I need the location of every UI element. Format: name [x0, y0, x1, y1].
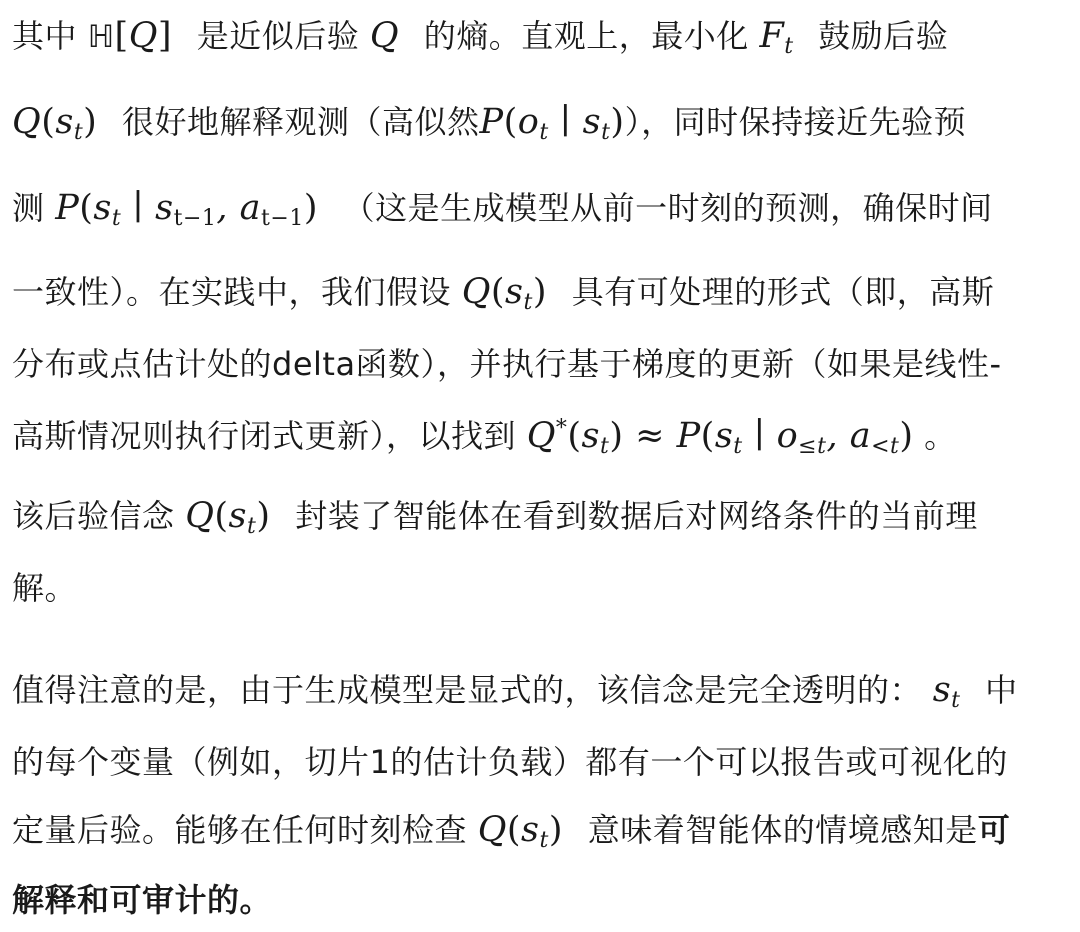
- paragraph-line: 的每个变量（例如，切片1的估计负载）都有一个可以报告或可视化的: [12, 743, 1008, 781]
- paragraph-line: [12, 870, 272, 930]
- math-entropy: ℍ[Q]: [87, 16, 173, 56]
- math-posterior: $Q(s_t)$: [477, 810, 564, 853]
- math-q: Q: [369, 16, 400, 56]
- paragraph-line: 其中 ℍ[Q] 是近似后验 Q 的熵。直观上，最小化 $F_t$ 鼓励后验: [12, 16, 949, 59]
- math-free-energy: $F_t$: [759, 16, 794, 59]
- math-posterior: $Q(s_t)$: [12, 102, 98, 145]
- math-state: $s_t$: [932, 670, 961, 713]
- math-prior: $P(s_t$ ∣ $s_{t-1}$, $a_{t-1}$): [55, 188, 318, 231]
- bold-text: 解释和可审计的。: [12, 881, 273, 919]
- paragraph-line: 该后验信念 $Q(s_t)$ 封装了智能体在看到数据后对网络条件的当前理: [12, 496, 978, 539]
- paragraph-line: 值得注意的是，由于生成模型是显式的，该信念是完全透明的： $s_t$ 中: [12, 670, 1018, 713]
- math-optimal-posterior: $Q^*(s_t) \approx P(s_t$ ∣ $o_{\le t}$, $a_{<t}$): [526, 416, 914, 459]
- math-likelihood: $P(o_t$ ∣ $s_t$): [479, 102, 625, 145]
- paragraph-line: 高斯情况则执行闭式更新），以找到 $Q^*(s_t) \approx P(s_t$ ∣ $o_{\le t}$, $a_{<t}$) 。: [12, 416, 957, 459]
- math-posterior: $Q(s_t)$: [185, 496, 271, 539]
- bold-text: 可: [977, 811, 1011, 849]
- paragraph-line: 一致性）。在实践中，我们假设 $Q(s_t)$ 具有可处理的形式（即，高斯: [12, 272, 995, 315]
- paragraph-line: 解。: [12, 569, 78, 607]
- math-posterior: $Q(s_t)$: [461, 272, 548, 315]
- paragraph-line: $Q(s_t)$ 很好地解释观测（高似然$P(o_t$ ∣ $s_t$)），同时保持接近先验预: [12, 102, 967, 145]
- paragraph-line: 分布或点估计处的delta函数），并执行基于梯度的更新（如果是线性-: [12, 345, 1002, 383]
- paragraph-line: 测 $P(s_t$ ∣ $s_{t-1}$, $a_{t-1}$) （这是生成模型从前一时刻的预测，确保时间: [12, 188, 993, 231]
- paragraph-line: 定量后验。能够在任何时刻检查 $Q(s_t)$ 意味着智能体的情境感知是可: [12, 810, 1011, 853]
